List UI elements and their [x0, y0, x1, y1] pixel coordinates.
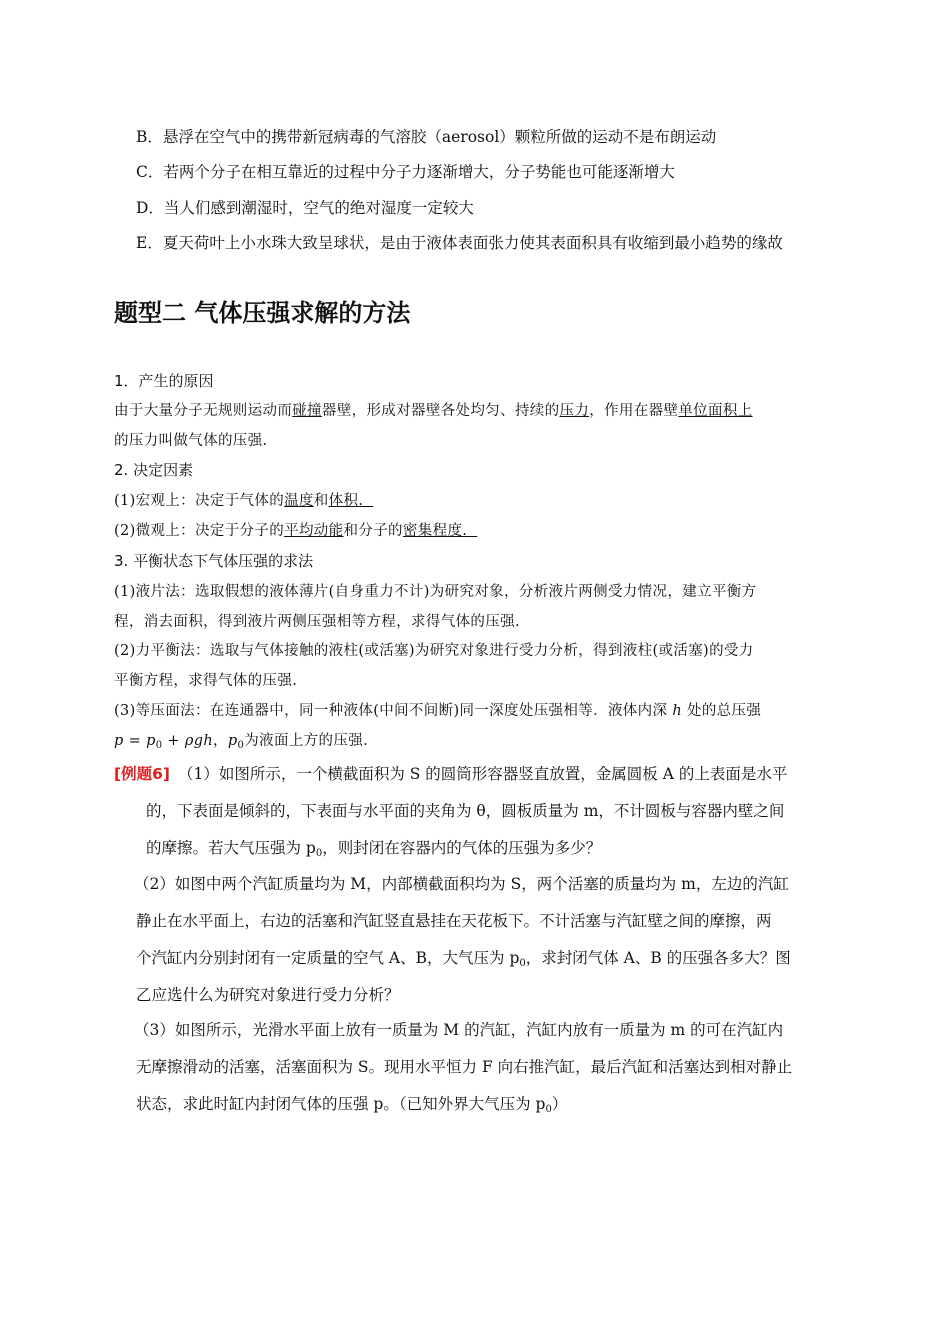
example-q1-line-3: 的摩擦。若大气压强为 $p_0$，则封闭在容器内的气体的压强为多少？ [146, 839, 602, 859]
method-3-line-2: $p = p_0 + \rho gh$，$p_0$为液面上方的压强. [114, 733, 369, 751]
methods-heading: 3. 平衡状态下气体压强的求法 [114, 552, 314, 570]
cause-heading: 1．产生的原因 [114, 372, 214, 390]
example-q3-line-1: （3）如图所示，光滑水平面上放有一质量为 M 的汽缸，汽缸内放有一质量为 m 的可在汽缸内 [134, 1021, 784, 1039]
factor-micro: (2)微观上：决定于分子的平均动能和分子的密集程度. [114, 523, 478, 539]
cause-line-1: 由于大量分子无规则运动而碰撞器壁，形成对器壁各处均匀、持续的压力，作用在器壁单位面积上 [114, 403, 753, 419]
example-q2-line-3: 个汽缸内分别封闭有一定质量的空气 A、B，大气压为 $p_0$，求封闭气体 A、B 的压强各多大？图 [136, 949, 791, 969]
method-2-line-1: (2)力平衡法：选取与气体接触的液柱(或活塞)为研究对象进行受力分析，得到液柱(或活塞)的受力 [114, 643, 754, 659]
example-q3-line-2: 无摩擦滑动的活塞，活塞面积为 S。现用水平恒力 F 向右推汽缸，最后汽缸和活塞达到相对静止 [136, 1058, 793, 1076]
cause-line-2: 的压力叫做气体的压强. [114, 433, 268, 449]
method-1-line-1: (1)液片法：选取假想的液体薄片(自身重力不计)为研究对象，分析液片两侧受力情况，建立平衡方 [114, 584, 757, 600]
example-label: [例题6] [114, 765, 170, 783]
option-d: D．当人们感到潮湿时，空气的绝对湿度一定较大 [136, 199, 474, 217]
factor-macro: (1)宏观上：决定于气体的温度和体积. [114, 493, 374, 509]
example-q2-line-2: 静止在水平面上，右边的活塞和汽缸竖直悬挂在天花板下。不计活塞与汽缸壁之间的摩擦，两 [136, 912, 772, 930]
section-title: 题型二 气体压强求解的方法 [114, 299, 411, 327]
method-3-line-1: (3)等压面法：在连通器中，同一种液体(中间不间断)同一深度处压强相等．液体内深 h 处的总压强 [114, 703, 762, 719]
factors-heading: 2. 决定因素 [114, 461, 194, 479]
example-q3-line-3: 状态，求此时缸内封闭气体的压强 p。（已知外界大气压为 $p_0$） [136, 1095, 568, 1115]
example-line-1: [例题6] （1）如图所示，一个横截面积为 S 的圆筒形容器竖直放置，金属圆板 A 的上表面是水平 [114, 765, 788, 783]
method-1-line-2: 程，消去面积，得到液片两侧压强相等方程，求得气体的压强. [114, 614, 520, 630]
example-q2-line-4: 乙应选什么为研究对象进行受力分析？ [136, 986, 400, 1004]
option-c: C．若两个分子在相互靠近的过程中分子力逐渐增大，分子势能也可能逐渐增大 [136, 163, 675, 181]
option-b: B．悬浮在空气中的携带新冠病毒的气溶胶（aerosol）颗粒所做的运动不是布朗运动 [136, 128, 717, 146]
option-e: E．夏天荷叶上小水珠大致呈球状，是由于液体表面张力使其表面积具有收缩到最小趋势的缘故 [136, 234, 783, 252]
example-q2-line-1: （2）如图中两个汽缸质量均为 M，内部横截面积均为 S，两个活塞的质量均为 m，左边的汽缸 [134, 875, 789, 893]
method-2-line-2: 平衡方程，求得气体的压强. [114, 673, 298, 689]
example-q1-line-2: 的，下表面是倾斜的，下表面与水平面的夹角为 θ，圆板质量为 m，不计圆板与容器内壁之间 [146, 802, 785, 820]
